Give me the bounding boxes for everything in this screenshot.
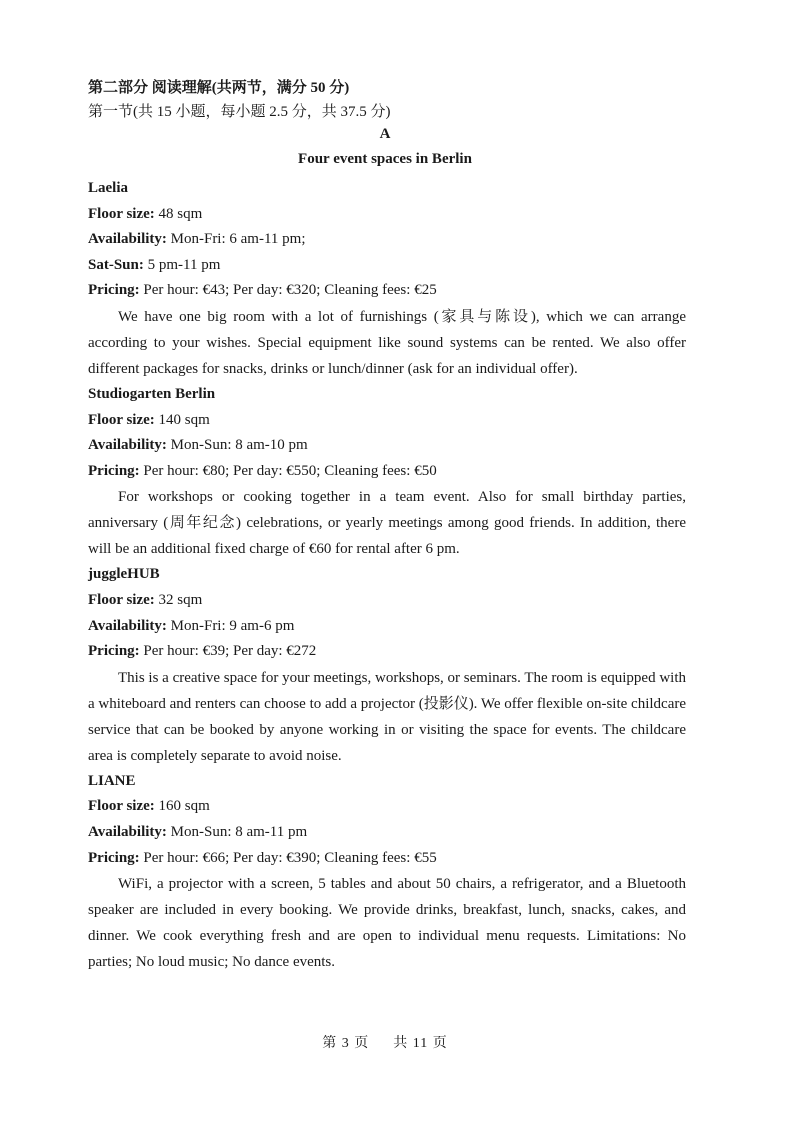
page-total: 共 11 页	[393, 1036, 448, 1051]
venue-pricing	[88, 846, 686, 872]
floor-size-value: 32 sqm	[154, 591, 203, 608]
availability-label: Availability:	[88, 437, 167, 454]
venue-pricing	[88, 459, 686, 485]
venue-pricing	[88, 278, 686, 304]
passage-title: Four event spaces in Berlin	[298, 151, 472, 167]
availability-label: Availability:	[88, 617, 167, 634]
floor-size-label: Floor size:	[88, 205, 155, 222]
floor-size-value: 48 sqm	[154, 205, 203, 222]
page-footer	[0, 1032, 770, 1052]
pricing-label: Pricing:	[88, 462, 140, 479]
venue-laelia	[88, 176, 686, 382]
floor-size-value: 140 sqm	[154, 411, 210, 428]
availability-value: Mon-Sun: 8 am-10 pm	[166, 437, 308, 454]
venue-floor-size	[88, 408, 686, 434]
venue-availability-weekend	[88, 253, 686, 279]
availability-value: Mon-Fri: 9 am-6 pm	[166, 617, 295, 634]
pricing-value: Per hour: €66; Per day: €390; Cleaning fees: €55	[139, 849, 437, 866]
venue-floor-size	[88, 794, 686, 820]
availability-label: Availability:	[88, 231, 167, 248]
venue-jugglehub	[88, 562, 686, 768]
venue-availability	[88, 614, 686, 640]
floor-size-label: Floor size:	[88, 591, 155, 608]
venue-description: We have one big room with a lot of furnishings (家具与陈设), which we can arrange according to your wishes. Special equipment like sound systems can be rented. We also offer different packages for snacks, drinks or lunch/dinner (ask for an individual offer).	[88, 308, 686, 377]
venue-pricing	[88, 639, 686, 665]
venue-description: For workshops or cooking together in a team event. Also for small birthday parties, anniversary (周年纪念) celebrations, or yearly meetings among good friends. In addition, there will be an additional fixed charge of €60 for rental after 6 pm.	[88, 489, 686, 558]
availability-value: Mon-Fri: 6 am-11 pm;	[166, 231, 306, 248]
floor-size-label: Floor size:	[88, 411, 155, 428]
venue-name: juggleHUB	[88, 566, 160, 583]
pricing-value: Per hour: €39; Per day: €272	[139, 643, 317, 660]
venue-studiogarten	[88, 382, 686, 562]
venue-description: This is a creative space for your meetings, workshops, or seminars. The room is equipped with a whiteboard and renters can choose to add a projector (投影仪). We offer flexible on-site childcare service that can be booked by anyone working in or visiting the space for events. The childcare area is completely separate to avoid noise.	[88, 669, 687, 764]
venue-availability	[88, 433, 686, 459]
venue-name: Laelia	[88, 180, 128, 196]
weekend-label: Sat-Sun:	[88, 256, 144, 273]
venue-liane	[88, 769, 686, 975]
page-number: 第 3 页	[322, 1036, 370, 1051]
floor-size-label: Floor size:	[88, 798, 155, 815]
pricing-label: Pricing:	[88, 849, 140, 866]
part-heading: 第二部分 阅读理解(共两节，满分 50 分)	[88, 80, 350, 96]
section-heading: 第一节(共 15 小题，每小题 2.5 分，共 37.5 分)	[88, 104, 391, 120]
availability-label: Availability:	[88, 823, 167, 840]
venue-description: WiFi, a projector with a screen, 5 tables and about 50 chairs, a refrigerator, and a Bluetooth speaker are included in every booking. We provide drinks, breakfast, lunch, snacks, cakes, and dinner. We cook everything fresh and are open to individual menu requests. Limitations: No parties; No loud music; No dance events.	[88, 876, 686, 971]
pricing-label: Pricing:	[88, 643, 140, 660]
availability-value: Mon-Sun: 8 am-11 pm	[166, 823, 308, 840]
pricing-value: Per hour: €80; Per day: €550; Cleaning fees: €50	[139, 462, 437, 479]
passage-letter: A	[379, 126, 391, 142]
venue-floor-size	[88, 202, 686, 228]
venue-name: Studiogarten Berlin	[88, 385, 216, 402]
passage-body	[88, 176, 686, 975]
venue-name: LIANE	[88, 772, 136, 789]
venue-floor-size	[88, 588, 686, 614]
pricing-value: Per hour: €43; Per day: €320; Cleaning fees: €25	[139, 282, 437, 299]
venue-availability	[88, 227, 686, 253]
weekend-value: 5 pm-11 pm	[143, 256, 221, 273]
floor-size-value: 160 sqm	[154, 798, 210, 815]
pricing-label: Pricing:	[88, 282, 140, 299]
venue-availability	[88, 820, 686, 846]
